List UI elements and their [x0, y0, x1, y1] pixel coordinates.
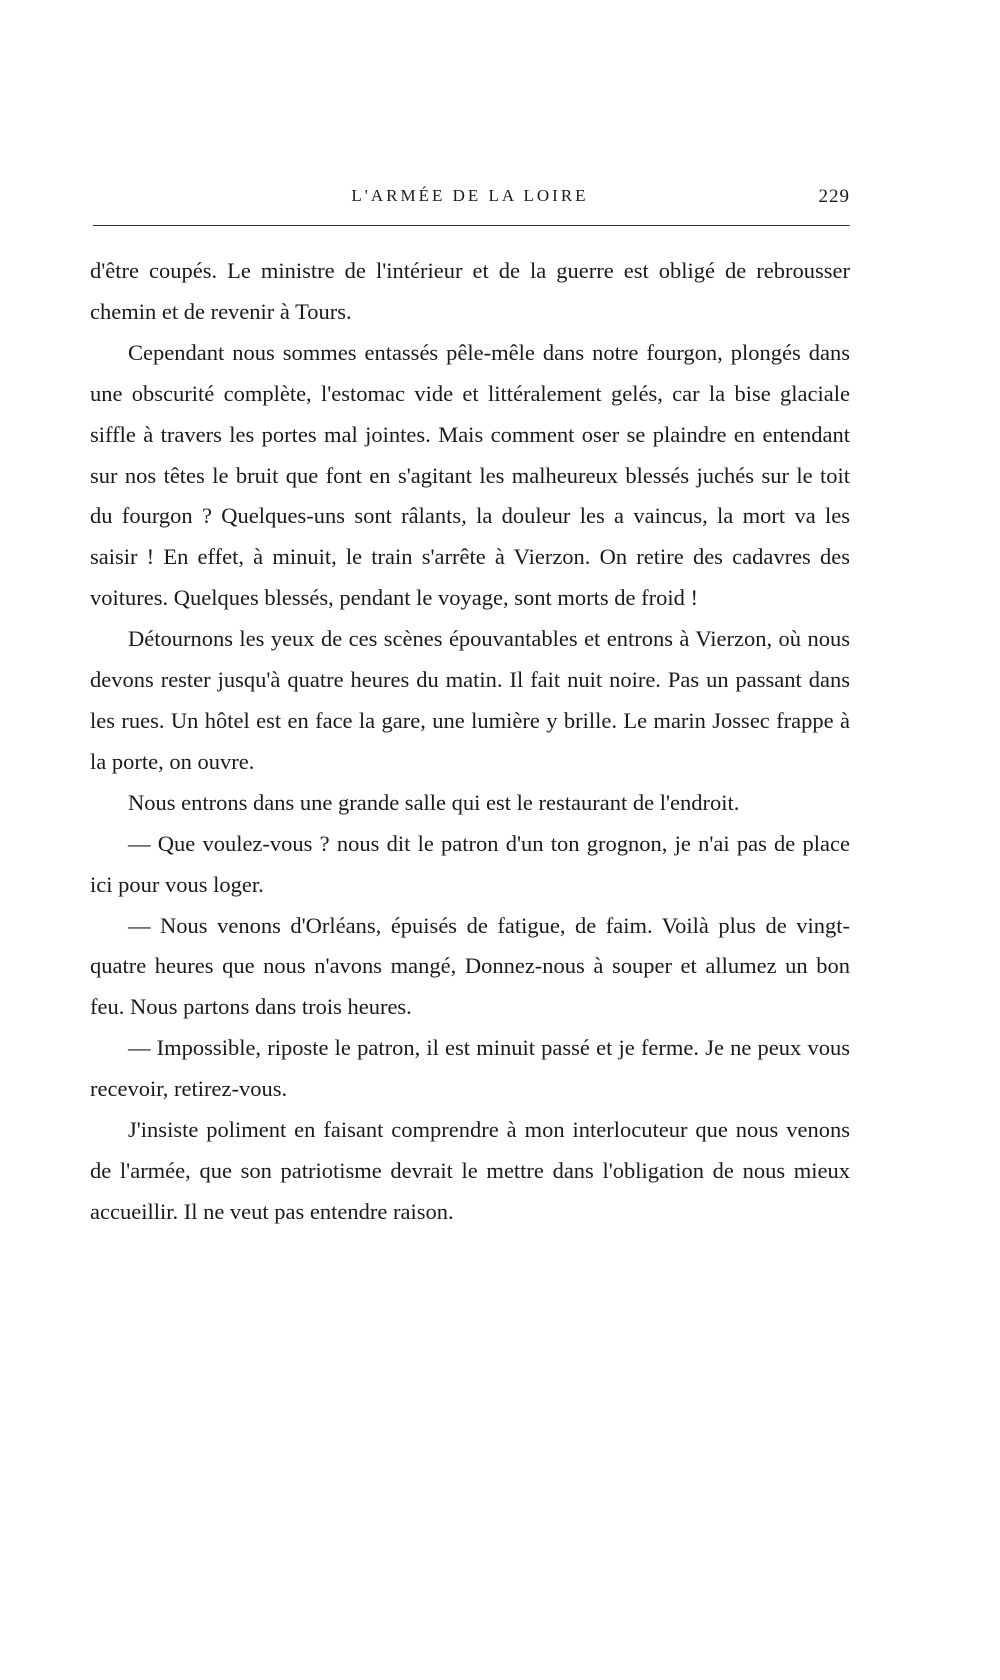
- body-text: [90, 251, 850, 1233]
- paragraph: Cependant nous sommes entassés pêle-mêle dans notre fourgon, plongés dans une obscurité complète, l'estomac vide et littéralement gelés, car la bise glaciale siffle à travers les portes mal jointes. Mais comment oser se plaindre en entendant sur nos têtes le bruit que font en s'agitant les malheureux blessés juchés sur le toit du fourgon ? Quelques-uns sont râlants, la douleur les a vaincus, la mort va les saisir ! En effet, à minuit, le train s'arrête à Vierzon. On retire des cadavres des voitures. Quelques blessés, pendant le voyage, sont morts de froid !: [90, 339, 850, 611]
- paragraph: — Impossible, riposte le patron, il est minuit passé et je ferme. Je ne peux vous recevoir, retirez-vous.: [90, 1035, 850, 1102]
- paragraph: — Nous venons d'Orléans, épuisés de fatigue, de faim. Voilà plus de vingt-quatre heures que nous n'avons mangé, Donnez-nous à souper et allumez un bon feu. Nous partons dans trois heures.: [90, 912, 850, 1020]
- header-rule: [93, 225, 850, 226]
- page-header: [90, 186, 850, 216]
- paragraph: J'insiste poliment en faisant comprendre à mon interlocuteur que nous venons de l'armée, que son patriotisme devrait le mettre dans l'obligation de nous mieux accueillir. Il ne veut pas entendre raison.: [90, 1117, 850, 1224]
- paragraph: Détournons les yeux de ces scènes épouvantables et entrons à Vierzon, où nous devons rester jusqu'à quatre heures du matin. Il fait nuit noire. Pas un passant dans les rues. Un hôtel est en face la gare, une lumière y brille. Le marin Jossec frappe à la porte, on ouvre.: [90, 626, 850, 774]
- paragraph: Nous entrons dans une grande salle qui est le restaurant de l'endroit.: [128, 789, 740, 815]
- paragraph: — Que voulez-vous ? nous dit le patron d'un ton grognon, je n'ai pas de place ici pour vous loger.: [90, 830, 850, 897]
- running-title: L'ARMÉE DE LA LOIRE: [351, 186, 589, 205]
- paragraph: d'être coupés. Le ministre de l'intérieur et de la guerre est obligé de rebrousser chemin et de revenir à Tours.: [90, 258, 850, 324]
- page-number: 229: [818, 186, 850, 207]
